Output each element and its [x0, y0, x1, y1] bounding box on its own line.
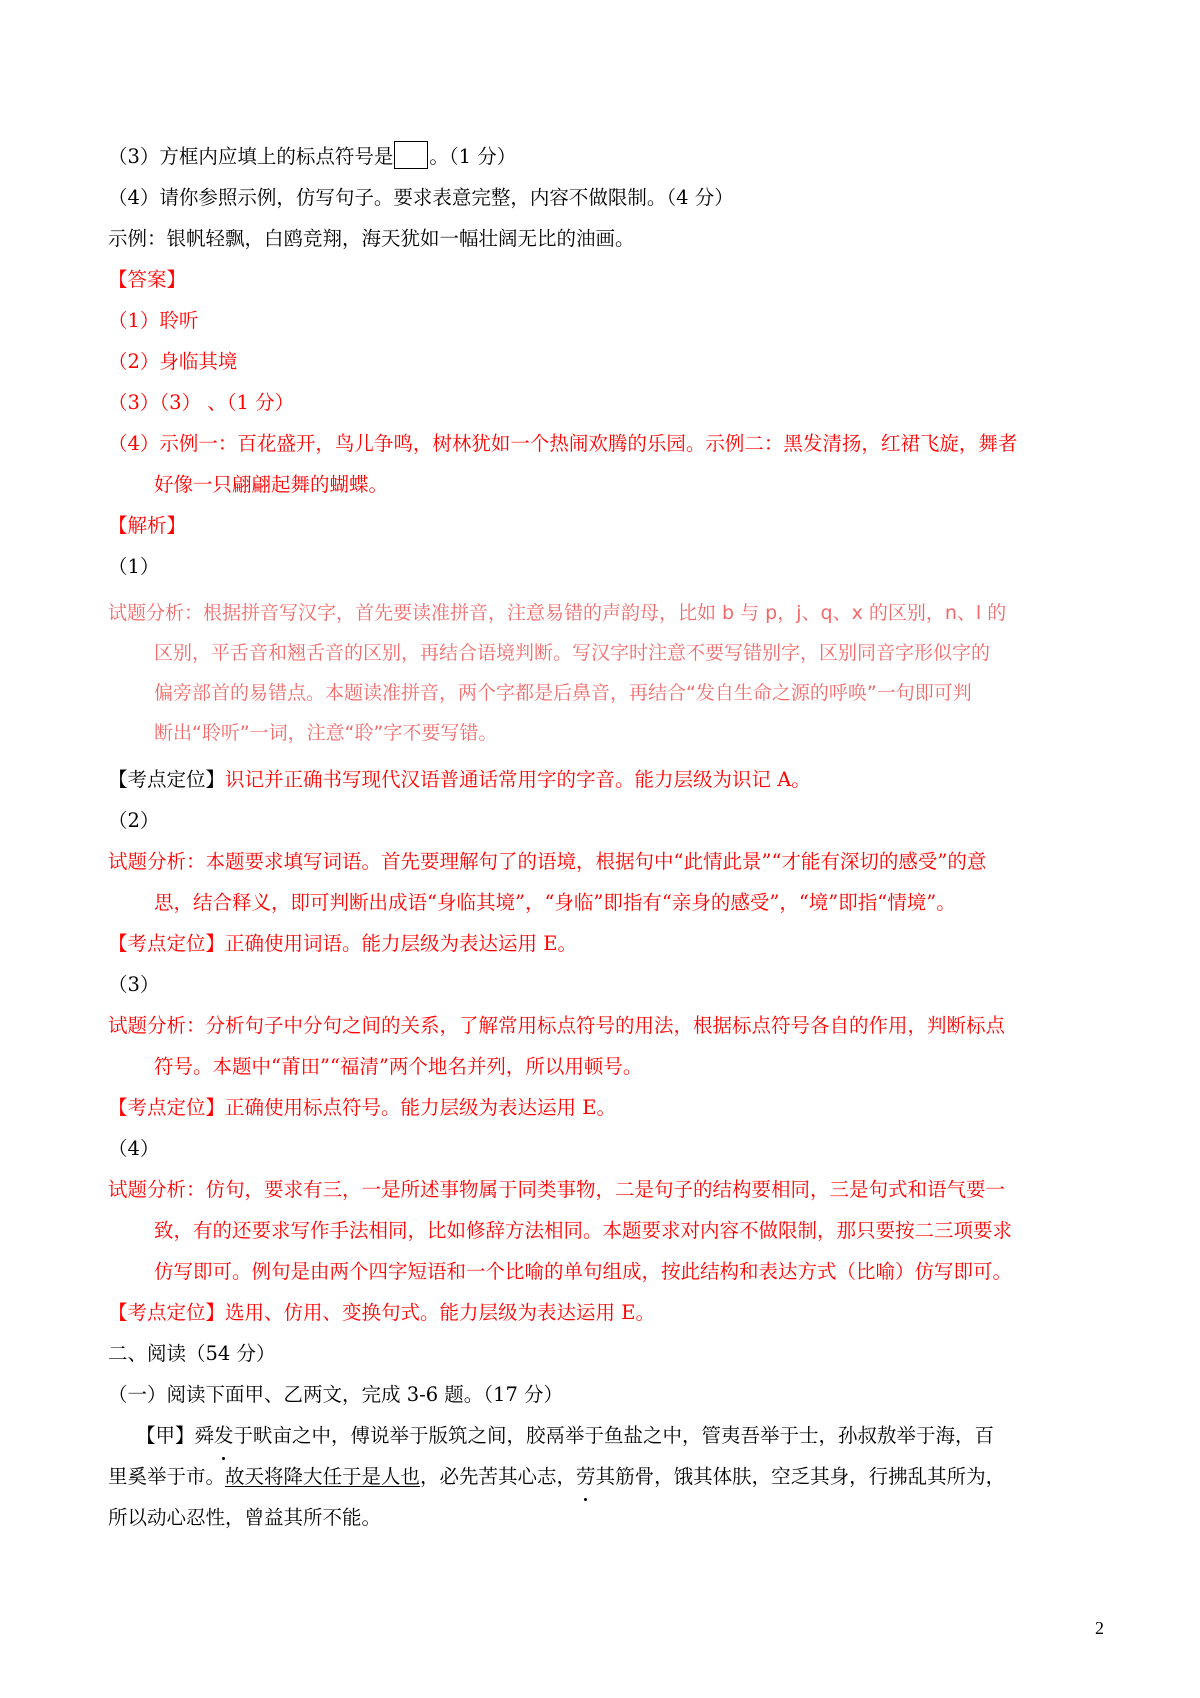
question-4: （4）请你参照示例，仿写句子。要求表意完整，内容不做限制。（4 分） — [108, 186, 734, 209]
reading-section-title: 二、阅读（54 分） — [108, 1342, 276, 1365]
question-3: （3）方框内应填上的标点符号是 。（1 分） — [108, 136, 1108, 177]
analysis-4-line-3: 仿写即可。例句是由两个四字短语和一个比喻的单句组成，按此结构和表达方式（比喻）仿写即可。 — [154, 1260, 1013, 1283]
underlined-sentence: 故天将降大任于是人也 — [225, 1465, 421, 1488]
analysis-2-line-1: 试题分析：本题要求填写词语。首先要理解句了的语境，根据句中“此情此景”“才能有深切的感受”的意 — [108, 850, 987, 873]
passage-jia-line-3: 所以动心忍性，曾益其所不能。 — [108, 1506, 382, 1529]
passage-jia-line-1: 【甲】舜发于畎亩之中，傅说举于版筑之间，胶鬲举于鱼盐之中，管夷吾举于士，孙叔敖举于海，百 — [108, 1415, 1108, 1456]
analysis-heading: 【解析】 — [108, 514, 187, 537]
passage-jia-line-2: 里奚举于市。故天将降大任于是人也，必先苦其心志，劳其筋骨，饿其体肤，空乏其身，行拂乱其所为， — [108, 1456, 1108, 1497]
answer-box — [394, 141, 428, 169]
example-sentence: 示例：银帆轻飘，白鸥竞翔，海天犹如一幅壮阔无比的油画。 — [108, 227, 635, 250]
analysis-4-number: （4） — [108, 1137, 160, 1160]
emphasis-dot-fa: 发 — [214, 1415, 234, 1456]
analysis-1-line-1: 试题分析：根据拼音写汉字，首先要读准拼音，注意易错的声韵母，比如 b 与 p，j、q、x 的区别，n、l 的 — [108, 602, 1007, 624]
analysis-3-number: （3） — [108, 973, 160, 996]
analysis-3-line-1: 试题分析：分析句子中分句之间的关系，了解常用标点符号的用法，根据标点符号各自的作用，判断标点 — [108, 1014, 1006, 1037]
answer-1: （1）聆听 — [108, 309, 199, 332]
kaodian-4: 【考点定位】选用、仿用、变换句式。能力层级为表达运用 E。 — [108, 1301, 655, 1324]
analysis-3-line-2: 符号。本题中“莆田”“福清”两个地名并列，所以用顿号。 — [154, 1055, 643, 1078]
answer-3: （3）（3） 、（1 分） — [108, 391, 295, 414]
answer-heading: 【答案】 — [108, 268, 187, 291]
analysis-1-line-3: 偏旁部首的易错点。本题读准拼音，两个字都是后鼻音，再结合“发自生命之源的呼唤”一句即可判 — [154, 682, 972, 704]
analysis-2-line-2: 思，结合释义，即可判断出成语“身临其境”，“身临”即指有“亲身的感受”，“境”即指“情境”。 — [154, 891, 956, 914]
analysis-1-line-2: 区别，平舌音和翘舌音的区别，再结合语境判断。写汉字时注意不要写错别字，区别同音字形似字的 — [154, 642, 991, 664]
answer-4-line-1: （4）示例一：百花盛开，鸟儿争鸣，树林犹如一个热闹欢腾的乐园。示例二：黑发清扬，红裙飞旋，舞者 — [108, 432, 1018, 455]
answer-4-line-2: 好像一只翩翩起舞的蝴蝶。 — [154, 473, 389, 496]
analysis-4-line-1: 试题分析：仿句，要求有三，一是所述事物属于同类事物，二是句子的结构要相同，三是句式和语气要一 — [108, 1178, 1006, 1201]
analysis-1-number: （1） — [108, 555, 160, 578]
answer-2: （2）身临其境 — [108, 350, 238, 373]
analysis-1-line-4: 断出“聆听”一词，注意“聆”字不要写错。 — [154, 722, 498, 744]
analysis-2-number: （2） — [108, 809, 160, 832]
analysis-4-line-2: 致，有的还要求写作手法相同，比如修辞方法相同。本题要求对内容不做限制，那只要按二三项要求 — [154, 1219, 1013, 1242]
kaodian-2: 【考点定位】正确使用词语。能力层级为表达运用 E。 — [108, 932, 577, 955]
page-content — [108, 136, 1108, 1538]
kaodian-1: 【考点定位】识记并正确书写现代汉语普通话常用字的字音。能力层级为识记 A。 — [108, 768, 811, 791]
page-number: 2 — [1095, 1618, 1104, 1638]
kaodian-3: 【考点定位】正确使用标点符号。能力层级为表达运用 E。 — [108, 1096, 616, 1119]
reading-subsection: （一）阅读下面甲、乙两文，完成 3-6 题。（17 分） — [108, 1383, 564, 1406]
emphasis-dot-lao: 劳 — [576, 1456, 596, 1497]
